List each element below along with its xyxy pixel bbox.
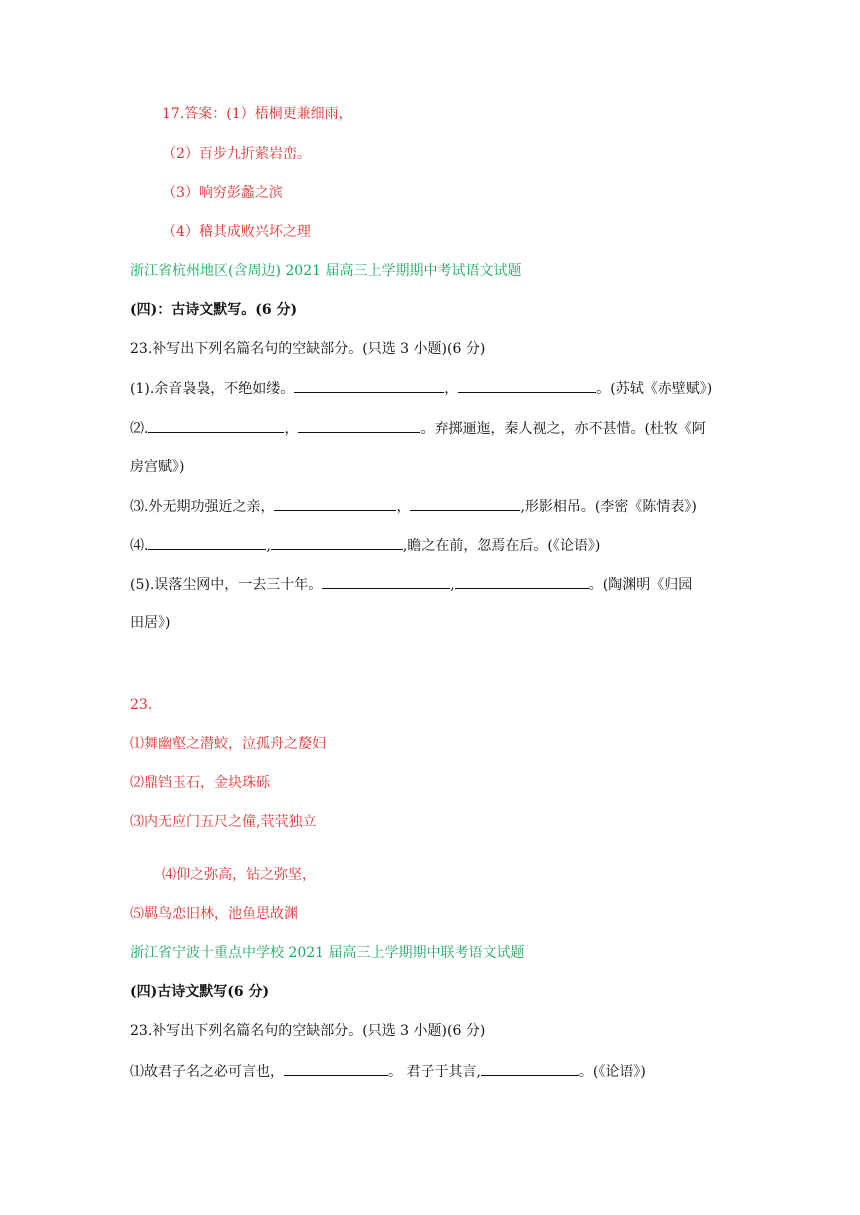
fill-blank xyxy=(410,496,520,511)
fill-blank xyxy=(455,574,589,589)
question-23-item-2-cont: 房宫赋》) xyxy=(130,459,185,475)
answer-17-line-3: （3）响穷彭蠡之滨 xyxy=(162,185,283,201)
fill-blank xyxy=(298,418,420,433)
question-23-item-5: (5).误落尘网中，一去三十年。 , 。(陶渊明《归园 xyxy=(130,574,692,595)
section-heading-1: (四)：古诗文默写。(6 分) xyxy=(130,302,298,318)
fill-blank xyxy=(458,378,596,393)
answer-23-line-5: ⑸羁鸟恋旧林，池鱼思故渊 xyxy=(130,906,298,922)
answer-17-line-1: 17.答案：(1）梧桐更兼细雨， xyxy=(162,106,353,122)
answer-23-number: 23. xyxy=(130,697,153,713)
fill-blank xyxy=(322,574,450,589)
question-23-intro-2: 23.补写出下列名篇名句的空缺部分。(只选 3 小题)(6 分) xyxy=(130,1023,486,1039)
fill-blank xyxy=(148,418,284,433)
answer-17-line-2: （2）百步九折萦岩峦。 xyxy=(162,146,311,162)
fill-blank xyxy=(284,1061,388,1076)
answer-23-line-1: ⑴舞幽壑之潜蛟，泣孤舟之嫠妇 xyxy=(130,736,326,752)
answer-17-line-4: （4）稽其成败兴坏之理 xyxy=(162,224,311,240)
question-23-item-3: ⑶.外无期功强近之亲， ， ,形影相吊。(李密《陈情表》) xyxy=(130,496,697,517)
question-23-item-5-cont: 田居》) xyxy=(130,615,171,631)
question-23-item-2: ⑵. ， 。弃掷逦迤，秦人视之，亦不甚惜。(杜牧《阿 xyxy=(130,418,706,439)
fill-blank xyxy=(294,378,444,393)
source-title-hangzhou: 浙江省杭州地区(含周边) 2021 届高三上学期期中考试语文试题 xyxy=(130,263,522,279)
answer-23-line-3: ⑶内无应门五尺之僮,茕茕独立 xyxy=(130,814,317,830)
fill-blank xyxy=(481,1061,579,1076)
question-23-item-4: ⑷. , ,瞻之在前，忽焉在后。(《论语》) xyxy=(130,535,600,556)
section-heading-2: (四)古诗文默写(6 分) xyxy=(130,984,270,1000)
answer-23-line-4: ⑷仰之弥高，钻之弥坚， xyxy=(162,867,316,883)
fill-blank xyxy=(274,496,396,511)
fill-blank xyxy=(271,535,403,550)
fill-blank xyxy=(148,535,266,550)
source-title-ningbo: 浙江省宁波十重点中学校 2021 届高三上学期期中联考语文试题 xyxy=(130,945,525,961)
answer-23-line-2: ⑵鼎铛玉石，金块珠砾 xyxy=(130,775,270,791)
question-23-2-item-1: ⑴故君子名之必可言也， 。 君子于其言, 。(《论语》) xyxy=(130,1061,646,1082)
question-23-item-1: (1).余音袅袅，不绝如缕。 ， 。(苏轼《赤壁赋》) xyxy=(130,378,712,399)
question-23-intro: 23.补写出下列名篇名句的空缺部分。(只选 3 小题)(6 分) xyxy=(130,341,486,357)
